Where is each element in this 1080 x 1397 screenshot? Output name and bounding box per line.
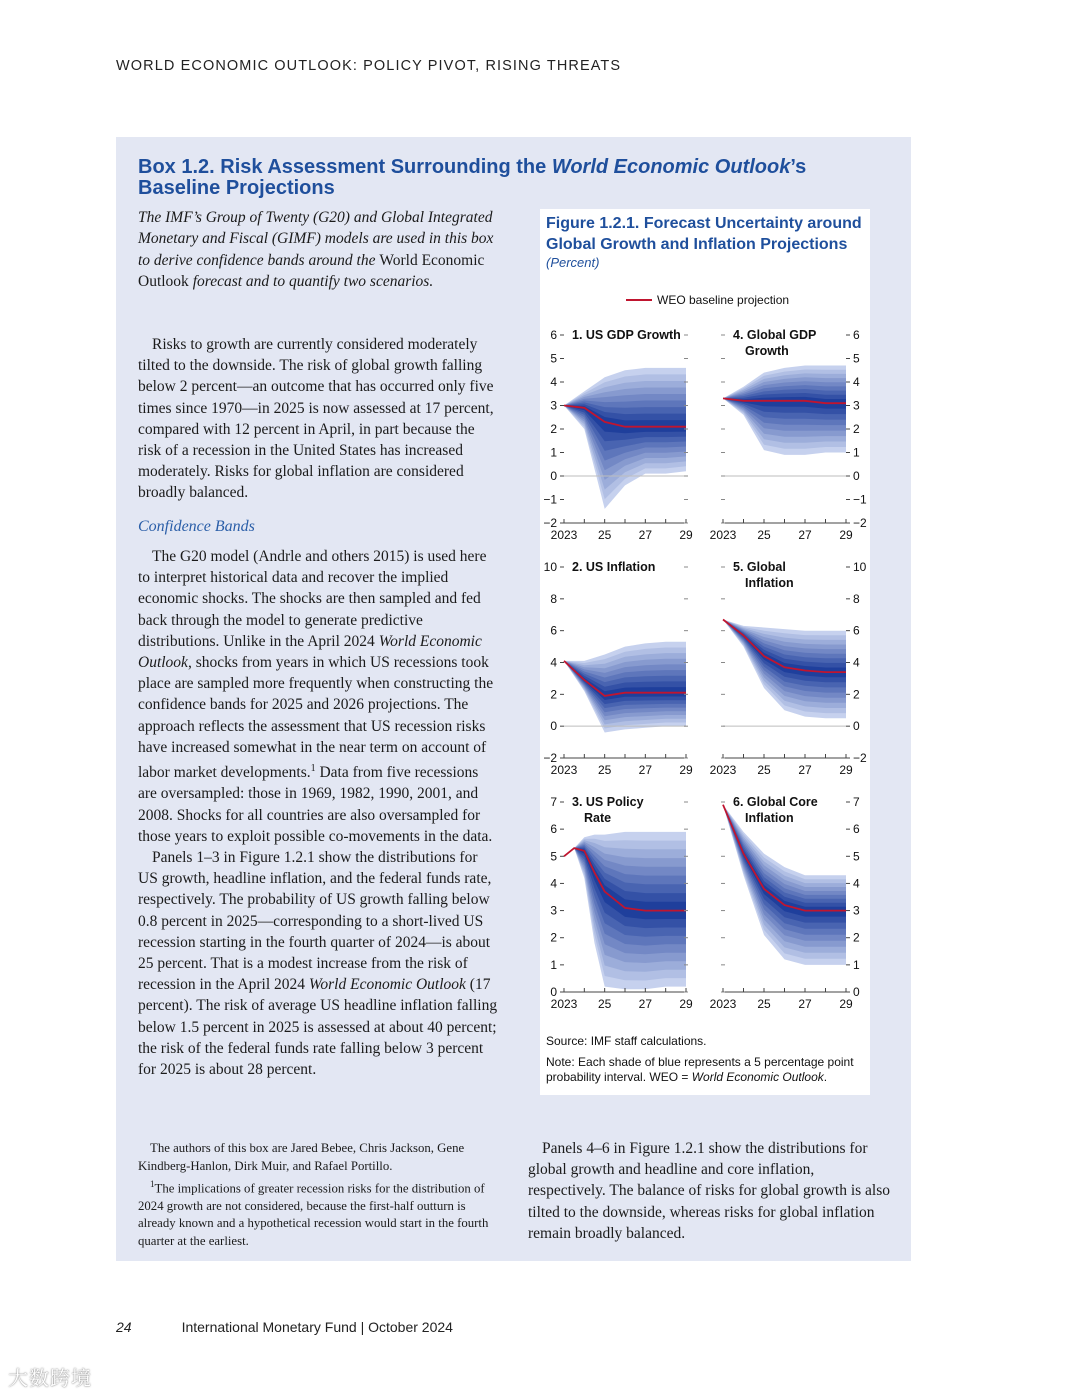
y-tick-label-4: 4 xyxy=(550,876,557,891)
panel-3 xyxy=(550,795,693,1011)
panel-title-line-2: Rate xyxy=(584,811,612,825)
y-tick-label-1: 1 xyxy=(853,957,860,972)
para3-a: Panels 1–3 in Figure 1.2.1 show the distributions for US growth, headline inflation, and the federal funds rate, respectively. The probability of US growth falling below 0.8 percent in 2025—corresponding to a short-lived US recession starting in the fourth quarter of 2024—is about 25 percent. That is a modest increase from the risk of recession in the April 2024 xyxy=(138,849,492,994)
x-tick-label-1: 25 xyxy=(757,997,771,1011)
y-tick-label-0: 0 xyxy=(550,985,557,999)
y-tick-label-5: 8 xyxy=(853,591,860,606)
figure-source: Source: IMF staff calculations. xyxy=(546,1034,707,1048)
panel-title-line-2: Inflation xyxy=(745,576,794,590)
y-tick-label-3: 3 xyxy=(853,903,860,918)
x-tick-label-3: 29 xyxy=(679,763,693,777)
y-tick-label-2: 2 xyxy=(853,930,860,945)
panel-title: 2. US Inflation xyxy=(572,560,656,574)
lead-upright: World Economic Outlook xyxy=(138,251,485,290)
box-title-italic: World Economic Outlook xyxy=(551,156,791,178)
y-tick-label-2: 0 xyxy=(853,469,860,483)
footnote-1-mark: 1 xyxy=(150,1178,155,1189)
x-tick-label-1: 25 xyxy=(597,528,612,542)
page-number: 24 xyxy=(116,1319,132,1335)
paragraph-confidence-bands xyxy=(138,546,500,1080)
lead-part2: forecast and to quantify two scenarios. xyxy=(188,272,434,290)
y-tick-label-0: −2 xyxy=(853,751,867,765)
para3-italic: World Economic Outlook xyxy=(308,976,466,994)
y-tick-label-7: 5 xyxy=(550,351,557,366)
y-tick-label-4: 2 xyxy=(853,422,860,436)
y-tick-label-0: −2 xyxy=(853,516,867,530)
panel-1 xyxy=(543,328,693,542)
y-tick-label-4: 6 xyxy=(853,623,860,638)
panel-title-line-1: 3. US Policy xyxy=(572,795,644,809)
figure-title: Figure 1.2.1. Forecast Uncertainty around Global Growth and Inflation Projections xyxy=(546,215,862,253)
figure-charts xyxy=(540,209,870,1029)
x-tick-label-1: 25 xyxy=(597,997,612,1011)
box-title-part2: ’s Baseline Projections xyxy=(138,156,807,199)
y-tick-label-0: −2 xyxy=(543,516,557,530)
paragraph-risks xyxy=(138,334,500,504)
y-tick-label-7: 7 xyxy=(550,795,557,809)
panel-title-line-1: 5. Global xyxy=(733,560,786,574)
x-tick-label-2: 27 xyxy=(798,528,812,542)
box-1-2 xyxy=(116,137,911,1261)
panel-title: 1. US GDP Growth xyxy=(572,328,681,342)
panel-title xyxy=(733,328,816,358)
y-tick-label-3: 3 xyxy=(550,903,557,918)
y-tick-label-6: 10 xyxy=(543,560,557,574)
panel-title-line-2: Growth xyxy=(745,344,789,358)
panel-title xyxy=(733,795,818,825)
x-tick-label-3: 29 xyxy=(839,997,853,1011)
para2-a: The G20 model (Andrle and others 2015) is used here to interpret historical data and recover the implied economic shocks. The shocks are then sampled and fed back through the model to generate predictive distributions. Unlike in the April 2024 xyxy=(138,548,487,650)
legend-label: WEO baseline projection xyxy=(657,293,790,307)
y-tick-label-2: 0 xyxy=(550,469,557,483)
x-tick-label-3: 29 xyxy=(839,763,853,777)
y-tick-label-3: 4 xyxy=(853,655,860,670)
footnote-authors: The authors of this box are Jared Bebee, Chris Jackson, Gene Kindberg-Hanlon, Dirk Muir, and Rafael Portillo. xyxy=(138,1141,465,1173)
x-tick-label-2: 27 xyxy=(798,763,812,777)
y-tick-label-2: 2 xyxy=(550,687,557,702)
y-tick-label-6: 4 xyxy=(853,375,860,389)
y-tick-label-7: 7 xyxy=(853,795,860,809)
panel-title-line-1: 6. Global Core xyxy=(733,795,818,809)
figure-note xyxy=(546,1055,866,1085)
footnotes xyxy=(138,1140,500,1251)
y-tick-label-5: 3 xyxy=(550,398,557,413)
y-tick-label-8: 6 xyxy=(853,328,860,342)
y-tick-label-5: 3 xyxy=(853,398,860,413)
y-tick-label-2: 2 xyxy=(550,930,557,945)
y-tick-label-5: 5 xyxy=(550,849,557,864)
x-tick-label-0: 2023 xyxy=(709,763,737,777)
y-tick-label-1: 0 xyxy=(853,719,860,734)
y-tick-label-5: 8 xyxy=(550,591,557,606)
y-tick-label-3: 1 xyxy=(853,445,860,460)
x-tick-label-2: 27 xyxy=(638,997,653,1011)
x-tick-label-2: 27 xyxy=(798,997,812,1011)
panel-6 xyxy=(710,795,860,1011)
y-tick-label-3: 4 xyxy=(550,655,557,670)
footnote-ref-1[interactable]: 1 xyxy=(310,763,316,775)
panel-title xyxy=(733,560,794,590)
panel-4 xyxy=(710,328,867,542)
y-tick-label-6: 4 xyxy=(550,375,557,389)
box-lead xyxy=(138,207,500,292)
para2-italic: World Economic Outlook xyxy=(138,632,482,672)
box-title-part1: Box 1.2. Risk Assessment Surrounding the xyxy=(138,156,552,178)
note-b: . xyxy=(823,1070,828,1084)
footnote-1 xyxy=(138,1176,500,1251)
y-tick-label-0: −2 xyxy=(543,751,557,765)
para2-c: Data from five recessions are oversampled: those in 1969, 1982, 1990, 2001, and 2008. Shocks for all countries are also oversampled for those years to exploit possible co-movements in the data. xyxy=(138,764,493,845)
lead-part1: The IMF’s Group of Twenty (G20) and Global Integrated Monetary and Fiscal (GIMF) models are used in this box to derive confidence bands around the xyxy=(138,209,494,269)
panel-title-line-1: 4. Global GDP xyxy=(733,328,817,342)
y-tick-label-1: −1 xyxy=(543,492,557,507)
footer-text: International Monetary Fund | October 2024 xyxy=(181,1319,453,1335)
para2-b: , shocks from years in which US recessions took place are sampled more frequently when constructing the confidence bands for 2025 and 2026 projections. The approach reflects the assessment that US recession risks have increased somewhat in the near term on account of labor market developments. xyxy=(138,654,494,782)
y-tick-label-0: 0 xyxy=(853,985,860,999)
note-italic: World Economic Outlook xyxy=(691,1070,824,1084)
para3-b: (17 percent). The risk of average US headline inflation falling below 1.5 percent in 2025 is assessed at about 40 percent; the risk of the federal funds rate falling below 3 percent for 2025 is about 28 percent. xyxy=(138,976,498,1079)
y-tick-label-6: 6 xyxy=(853,822,860,837)
page-footer xyxy=(116,1319,453,1335)
y-tick-label-4: 6 xyxy=(550,623,557,638)
y-tick-label-7: 5 xyxy=(853,351,860,366)
x-tick-label-0: 2023 xyxy=(709,528,737,542)
y-tick-label-3: 1 xyxy=(550,445,557,460)
x-tick-label-3: 29 xyxy=(679,528,693,542)
y-tick-label-1: −1 xyxy=(853,492,867,507)
y-tick-label-1: 0 xyxy=(550,719,557,734)
y-tick-label-1: 1 xyxy=(550,957,557,972)
x-tick-label-2: 27 xyxy=(638,763,653,777)
x-tick-label-2: 27 xyxy=(638,528,653,542)
figure-1-2-1 xyxy=(540,209,870,1095)
note-a: Note: Each shade of blue represents a 5 percentage point probability interval. WEO = xyxy=(546,1055,854,1084)
y-tick-label-5: 5 xyxy=(853,849,860,864)
x-tick-label-0: 2023 xyxy=(550,997,578,1011)
footnote-1-text: The implications of greater recession risks for the distribution of 2024 growth are not considered, because the first-half outturn is already known and a hypothetical recession would start in the fourth quarter at the earliest. xyxy=(138,1180,489,1249)
box-title xyxy=(138,157,858,199)
x-tick-label-3: 29 xyxy=(679,997,693,1011)
y-tick-label-6: 6 xyxy=(550,822,557,837)
section-heading: Confidence Bands xyxy=(138,518,255,535)
x-tick-label-0: 2023 xyxy=(709,997,737,1011)
x-tick-label-3: 29 xyxy=(839,528,853,542)
y-tick-label-4: 4 xyxy=(853,876,860,891)
x-tick-label-0: 2023 xyxy=(550,763,578,777)
panel-title-line-2: Inflation xyxy=(745,811,794,825)
y-tick-label-8: 6 xyxy=(550,328,557,342)
x-tick-label-1: 25 xyxy=(757,528,771,542)
paragraph-panels-1-3 xyxy=(138,847,500,1080)
x-tick-label-1: 25 xyxy=(757,763,771,777)
y-tick-label-4: 2 xyxy=(550,422,557,436)
running-head: WORLD ECONOMIC OUTLOOK: POLICY PIVOT, RISING THREATS xyxy=(116,58,622,74)
panel-title xyxy=(572,795,644,825)
paragraph-panels-4-6-text: Panels 4–6 in Figure 1.2.1 show the distributions for global growth and headline and core inflation, respectively. The balance of risks for global growth is also tilted to the downside, whereas risks for global inflation remain broadly balanced. xyxy=(528,1140,890,1242)
paragraph-g20 xyxy=(138,546,500,847)
panel-5 xyxy=(710,560,867,777)
y-tick-label-2: 2 xyxy=(853,687,860,702)
panel-2 xyxy=(543,560,693,777)
y-tick-label-6: 10 xyxy=(853,560,867,574)
watermark-logo: 大数跨境 xyxy=(8,1366,92,1390)
x-tick-label-0: 2023 xyxy=(550,528,578,542)
paragraph-panels-4-6 xyxy=(528,1138,893,1244)
x-tick-label-1: 25 xyxy=(597,763,612,777)
figure-units: (Percent) xyxy=(546,255,600,270)
paragraph-risks-text: Risks to growth are currently considered moderately tilted to the downside. The risk of global growth falling below 2 percent—an outcome that has occurred only five times since 1970—in 2025 is now assessed at 17 percent, compared with 12 percent in April, in part because the risk of a recession in the United States has increased moderately. Risks for global inflation are considered broadly balanced. xyxy=(138,336,494,502)
